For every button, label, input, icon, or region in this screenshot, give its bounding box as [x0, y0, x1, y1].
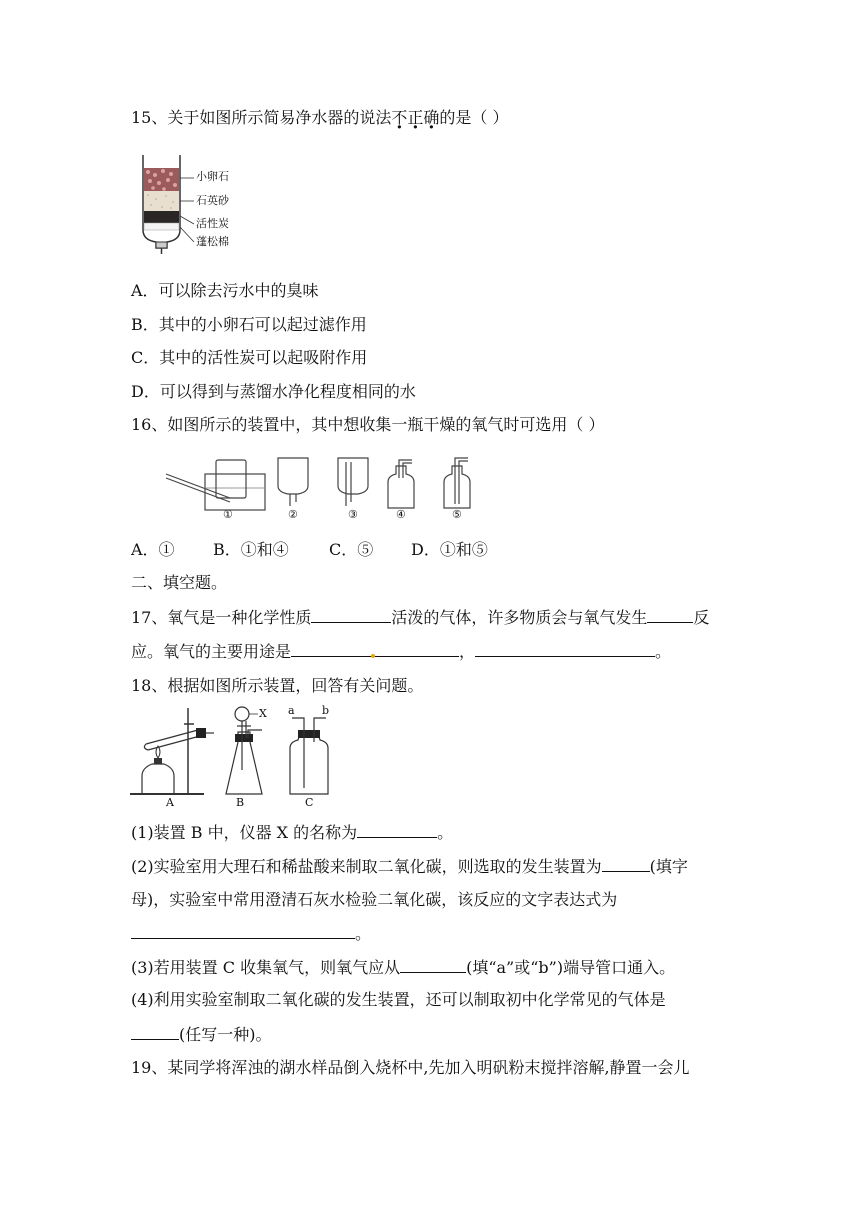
q18-part4-line2: [131, 1023, 272, 1046]
q18-p2-paren: (填字: [649, 857, 688, 876]
q18-p4-end: (任写一种)。: [179, 1025, 272, 1044]
q17-blank-1: [311, 606, 391, 623]
apparatus-label-3: ③: [348, 508, 358, 521]
q16-options: [131, 539, 488, 561]
q18-part2-line3: [131, 922, 371, 945]
apparatus-label-4: ④: [396, 508, 406, 521]
apparatus-x-label: X: [259, 707, 267, 720]
q18-p1-end: 。: [437, 823, 454, 842]
lab-apparatus-figure: [128, 702, 348, 812]
q19-stem: 19、某同学将浑浊的湖水样品倒入烧杯中,先加入明矾粉末搅拌溶解,静置一会儿: [131, 1058, 690, 1077]
q17-text-5: ，: [459, 642, 476, 661]
q18-part2-line1: [131, 855, 688, 878]
q18-stem: 18、根据如图所示装置，回答有关问题。: [131, 676, 424, 695]
q17-text-4: 应。氧气的主要用途是: [131, 642, 292, 661]
q15-stem-emphasis: [391, 108, 439, 127]
q15-option-a: A．可以除去污水中的臭味: [131, 281, 319, 300]
q18-blank-2: [602, 855, 650, 872]
tube-a-label: a: [288, 704, 295, 717]
q16-option-a: A．①: [131, 540, 175, 559]
q18-part3: [131, 956, 675, 979]
section-title: 二、填空题。: [131, 573, 228, 592]
water-purifier-figure: [138, 150, 248, 260]
q16-stem: 16、如图所示的装置中，其中想收集一瓶干燥的氧气时可选用（ ）: [131, 415, 605, 434]
q15-stem-part2: 的是（ ）: [439, 108, 509, 127]
q18-blank-3: [131, 922, 355, 939]
q16-option-b: B．①和④: [213, 540, 289, 559]
purifier-label-cotton: 蓬松棉: [196, 235, 229, 248]
q18-blank-5: [131, 1023, 179, 1040]
q18-p3-end: (填“a”或“b”)端导管口通入。: [466, 958, 676, 977]
q15-stem: [131, 107, 509, 129]
purifier-label-carbon: 活性炭: [196, 217, 229, 230]
gas-collection-figure: [160, 452, 490, 526]
q17-text-1: 17、氧气是一种化学性质: [131, 608, 312, 627]
stray-mark: [371, 654, 375, 658]
q18-p1-text: (1)装置 B 中，仪器 X 的名称为: [131, 823, 358, 842]
q18-part1: [131, 821, 453, 844]
apparatus-c-label: C: [305, 796, 314, 809]
q15-stem-part1: 15、关于如图所示简易净水器的说法: [131, 108, 392, 127]
q15-option-d: D．可以得到与蒸馏水净化程度相同的水: [131, 382, 416, 401]
q17-line1: [131, 606, 709, 629]
apparatus-label-5: ⑤: [452, 508, 462, 521]
q17-text-6: 。: [655, 642, 672, 661]
q17-text-2: 活泼的气体，许多物质会与氧气发生: [391, 608, 648, 627]
emph-char-3: 确: [423, 108, 440, 127]
q17-blank-3: [291, 640, 459, 657]
apparatus-label-1: ①: [223, 508, 233, 521]
purifier-label-sand: 石英砂: [196, 194, 229, 207]
q18-p2-end: 。: [355, 924, 372, 943]
emph-char-1: 不: [391, 108, 408, 127]
q17-line2: [131, 640, 671, 663]
emph-char-2: 正: [407, 108, 424, 127]
purifier-label-pebbles: 小卵石: [196, 170, 229, 183]
q18-blank-4: [400, 956, 466, 973]
q18-part2-line2: 母)，实验室中常用澄清石灰水检验二氧化碳，该反应的文字表达式为: [131, 890, 618, 909]
q18-blank-1: [357, 821, 437, 838]
tube-b-label: b: [322, 704, 330, 717]
q18-part4-line1: (4)利用实验室制取二氧化碳的发生装置，还可以制取初中化学常见的气体是: [131, 990, 666, 1009]
q18-p3-text: (3)若用装置 C 收集氧气，则氧气应从: [131, 958, 401, 977]
q17-text-3: 反: [693, 608, 710, 627]
apparatus-b-label: B: [236, 796, 245, 809]
apparatus-label-2: ②: [288, 508, 298, 521]
q17-blank-4: [475, 640, 655, 657]
q18-p2-text: (2)实验室用大理石和稀盐酸来制取二氧化碳，则选取的发生装置为: [131, 857, 602, 876]
q16-option-d: D．①和⑤: [411, 540, 488, 559]
q15-option-c: C．其中的活性炭可以起吸附作用: [131, 348, 368, 367]
q17-blank-2: [647, 606, 693, 623]
q16-option-c: C．⑤: [329, 540, 374, 559]
apparatus-a-label: A: [166, 796, 174, 809]
q15-option-b: B．其中的小卵石可以起过滤作用: [131, 315, 367, 334]
